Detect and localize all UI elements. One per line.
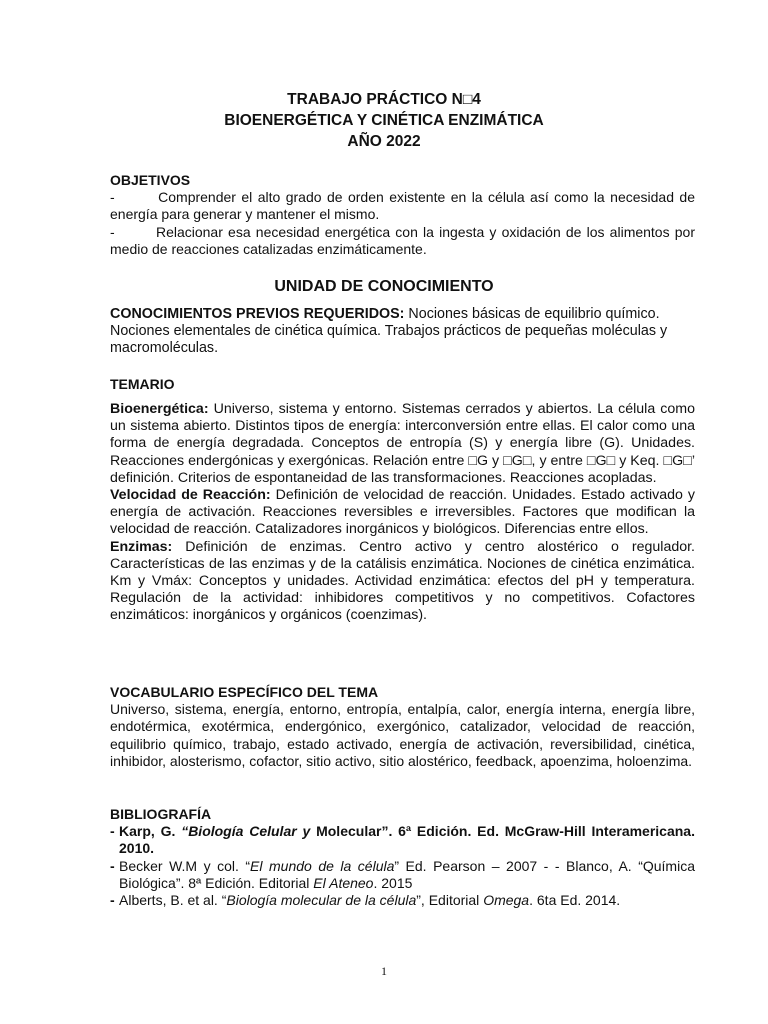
conocimientos-previos-label: CONOCIMIENTOS PREVIOS REQUERIDOS: — [110, 306, 405, 322]
objetivos-section — [110, 172, 699, 258]
bibliografia-section — [110, 806, 695, 909]
bullet: - — [110, 857, 115, 874]
bibliografia-item-2-text — [119, 858, 695, 892]
vocabulario-text: Universo, sistema, energía, entorno, entropía, entalpía, calor, energía interna, energía libre, endotérmica, exotérmica, endergónico, exergónico, catalizador, velocidad de reacción, equilibrio químico, trabajo, estado activado, energía de activación, reversibilidad, cinética, inhibidor, alosterismo, cofactor, sitio activo, sitio alostérico, feedback, apoenzima, holoenzima. — [110, 701, 695, 769]
vocabulario-heading: VOCABULARIO ESPECÍFICO DEL TEMA — [110, 684, 379, 700]
bibliografia-item-3-text — [119, 892, 695, 909]
bibliografia-item-2 — [110, 858, 695, 892]
bibliografia-heading: BIBLIOGRAFÍA — [110, 806, 212, 822]
b3-publisher-italic: Omega — [483, 892, 530, 909]
bibliografia-item-1 — [110, 823, 695, 857]
conocimientos-previos-text: Nociones básicas de equilibrio químico. Nociones elementales de cinética química. Trabajos prácticos de pequeñas moléculas y macromoléculas. — [110, 306, 668, 357]
title-line-3: AÑO 2022 — [347, 133, 421, 150]
b2-rest: ” Ed. Pearson – 2007 - - Blanco, A. “Química Biológica”. 8ª Edición. Editorial — [119, 857, 695, 891]
b2-title-italic: El mundo de la célula — [250, 857, 395, 874]
title-line-1: TRABAJO PRÁCTICO N□4 — [287, 91, 481, 108]
bibliografia-item-1-text — [119, 823, 695, 857]
velocidad-label: Velocidad de Reacción: — [110, 487, 271, 504]
b1-title-italic: “Biología Celular y — [181, 823, 317, 840]
objetivo-item-1: - Comprender el alto grado de orden existente en la célula así como la necesidad de energía para generar y mantener el mismo. — [110, 189, 699, 223]
conocimientos-previos — [110, 306, 695, 358]
temario-bioenergetica — [110, 401, 695, 487]
conocimientos-previos-paragraph — [110, 306, 695, 358]
b3-title-italic: Biología molecular de la célula — [226, 892, 417, 909]
b3-year: . 6ta Ed. 2014. — [529, 892, 621, 909]
temario-velocidad — [110, 487, 695, 539]
b3-rest: ”, Editorial — [416, 892, 484, 909]
velocidad-text: Definición de velocidad de reacción. Unidades. Estado activado y energía de activación. Reacciones reversibles e irreversibles. Factores que modifican la velocidad de reacción. Catalizadores inorgánicos y biológicos. Diferencias entre ellos. — [110, 487, 695, 538]
temario-section — [110, 401, 695, 625]
temario-enzimas — [110, 539, 695, 625]
enzimas-text: Definición de enzimas. Centro activo y centro alostérico o regulador. Características de las enzimas y de la catálisis enzimática. Nociones de cinética enzimática. Km y Vmáx: Conceptos y unidades. Actividad enzimática: efectos del pH y temperatura. Regulación de la actividad: inhibidores competitivos y no competitivos. Cofactores enzimáticos: inorgánicos y orgánicos (coenzimas). — [110, 538, 695, 624]
page-number: 1 — [381, 964, 387, 978]
bioenergetica-label: Bioenergética: — [110, 401, 209, 417]
objetivos-heading: OBJETIVOS — [110, 172, 191, 188]
bibliografia-item-3 — [110, 892, 695, 909]
document-title — [0, 89, 768, 152]
objetivo-item-2: - Relacionar esa necesidad energética con la ingesta y oxidación de los alimentos por medio de reacciones catalizadas enzimáticamente. — [110, 223, 699, 257]
bullet: - — [110, 892, 115, 909]
temario-heading: TEMARIO — [110, 376, 175, 392]
b3-author: Alberts, B. et al. “ — [119, 892, 227, 909]
b1-author: Karp, G. — [119, 823, 182, 840]
b2-author: Becker W.M y col. “ — [119, 857, 251, 874]
temario-heading-block — [110, 376, 695, 393]
b2-publisher-italic: El Ateneo — [313, 874, 374, 891]
bullet: - — [110, 823, 115, 840]
title-line-2: BIOENERGÉTICA Y CINÉTICA ENZIMÁTICA — [224, 112, 544, 129]
vocabulario-section — [110, 684, 695, 770]
bioenergetica-text: Universo, sistema y entorno. Sistemas cerrados y abiertos. La célula como un sistema abierto. Distintos tipos de energía: interconversión entre ellas. El calor como una forma de energía degradada. Conceptos de entropía (S) y energía libre (G). Unidades. Reacciones endergónicas y exergónicas. Relación entre □G y □G□, y entre □G□ y Keq. □G□’ definición. Criterios de espontaneidad de las transformaciones. Reacciones acopladas. — [110, 401, 695, 486]
b2-year: . 2015 — [373, 874, 413, 891]
enzimas-label: Enzimas: — [110, 538, 173, 555]
b1-rest: Molecular”. 6ª Edición. Ed. McGraw-Hill Interamericana. 2010. — [119, 823, 695, 857]
unidad-heading: UNIDAD DE CONOCIMIENTO — [274, 278, 494, 295]
